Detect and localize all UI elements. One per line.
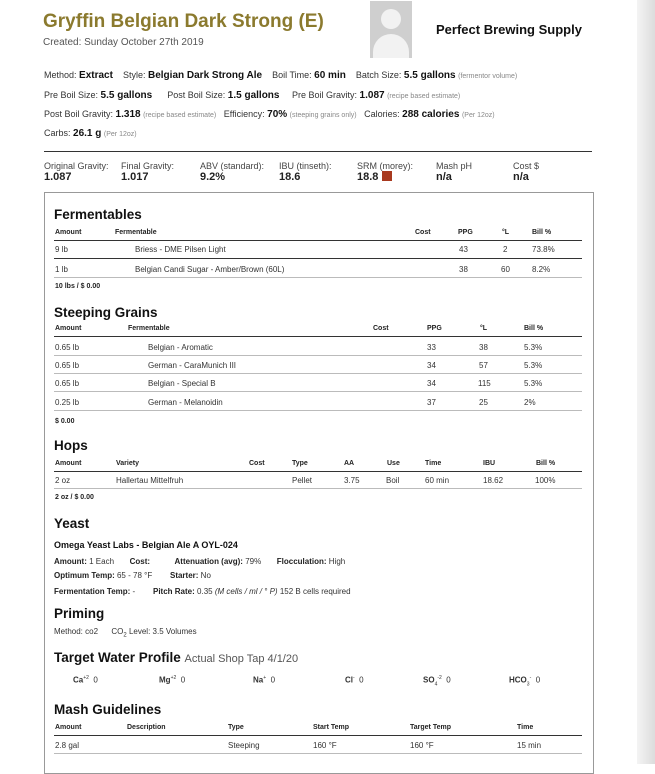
- priming-line: Method: co2 $CO_2$ Level: 3.5 Volumes: [54, 627, 197, 639]
- header-rule: [54, 336, 582, 337]
- mash-row-1-type: Steeping: [228, 741, 260, 750]
- hop-row-1-type: Pellet: [292, 476, 313, 485]
- col-variety: Variety: [116, 460, 139, 467]
- steep-row-4-lovibond: 25: [479, 398, 488, 407]
- col-target-temp: Target Temp: [410, 724, 451, 731]
- info-line-2: Pre Boil Size: 5.5 gallons Post Boil Size: 1.5 gallons Pre Boil Gravity: 1.087 (recipe based estimate): [44, 90, 461, 101]
- mash-row-1-time: 15 min: [517, 741, 542, 750]
- col-amount: Amount: [55, 724, 82, 731]
- ferm-row-2-bill: 8.2%: [532, 265, 551, 274]
- ferm-row-1-bill: 73.8%: [532, 245, 555, 254]
- srm-color-swatch: [382, 171, 392, 181]
- col-ibu: IBU: [483, 460, 496, 467]
- col-ppg: PPG: [427, 325, 442, 332]
- recipe-title: Gryffin Belgian Dark Strong (E): [43, 11, 324, 32]
- col-bill: Bill %: [532, 229, 552, 236]
- row-rule: [54, 355, 582, 356]
- col-start-temp: Start Temp: [313, 724, 350, 731]
- col-lovibond: °L: [502, 229, 510, 236]
- row-rule: [54, 488, 582, 489]
- water-chloride: Cl- 0: [345, 675, 364, 685]
- hop-row-1-use: Boil: [386, 476, 400, 485]
- steep-row-1-lovibond: 38: [479, 343, 488, 352]
- steep-row-2-name: German - CaraMunich III: [148, 361, 237, 370]
- col-aa: AA: [344, 460, 355, 467]
- col-bill: Bill %: [524, 325, 544, 332]
- yeast-name: Omega Yeast Labs - Belgian Ale A OYL-024: [54, 540, 238, 550]
- row-rule: [54, 373, 582, 374]
- yeast-line-1: Amount: 1 Each Cost: Attenuation (avg): 79% Flocculation: High: [54, 557, 346, 566]
- water-magnesium: $Mg^{+2}$ 0: [159, 675, 186, 685]
- ferm-row-1-name: Briess - DME Pilsen Light: [135, 245, 226, 254]
- steep-row-3-amount: 0.65 lb: [55, 379, 80, 388]
- col-type: Type: [292, 460, 308, 467]
- stat-ibu: IBU (tinseth): 18.6: [279, 161, 332, 183]
- steep-row-2-bill: 5.3%: [524, 361, 543, 370]
- stat-mash-ph: Mash pH n/a: [436, 161, 473, 183]
- section-hops-title: Hops: [54, 438, 88, 453]
- section-mash-title: Mash Guidelines: [54, 702, 162, 717]
- col-use: Use: [387, 460, 400, 467]
- steep-row-4-amount: 0.25 lb: [55, 398, 80, 407]
- steep-row-2-ppg: 34: [427, 361, 436, 370]
- row-rule: [54, 258, 582, 259]
- steep-row-1-amount: 0.65 lb: [55, 343, 80, 352]
- yeast-line-2: Optimum Temp: 65 - 78 °F Starter: No: [54, 571, 211, 580]
- hop-row-1-ibu: 18.62: [483, 476, 504, 485]
- row-rule: [54, 753, 582, 754]
- steep-row-3-lovibond: 115: [478, 379, 491, 388]
- stat-srm: SRM (morey): 18.8: [357, 161, 413, 183]
- ferm-row-2-amount: 1 lb: [55, 265, 68, 274]
- section-fermentables-title: Fermentables: [54, 207, 142, 222]
- ferm-row-1-lovibond: 2: [503, 245, 508, 254]
- steep-row-2-lovibond: 57: [479, 361, 488, 370]
- info-line-4: Carbs: 26.1 g (Per 12oz): [44, 128, 137, 139]
- hop-row-1-aa: 3.75: [344, 476, 360, 485]
- stat-fg: Final Gravity: 1.017: [121, 161, 175, 183]
- header-rule: [54, 735, 582, 736]
- col-fermentable: Fermentable: [115, 229, 157, 236]
- fermentables-total: 10 lbs / $ 0.00: [55, 283, 101, 290]
- row-rule: [54, 391, 582, 392]
- header-rule: [54, 240, 582, 241]
- info-line-3: Post Boil Gravity: 1.318 (recipe based estimate) Efficiency: 70% (steeping grains only) Calories: 288 calories (Per 12oz): [44, 109, 495, 120]
- hop-row-1-variety: Hallertau Mittelfruh: [116, 476, 184, 485]
- water-calcium: $Ca^{+2}$ 0: [73, 675, 98, 685]
- ferm-row-2-lovibond: 60: [501, 265, 510, 274]
- stat-og: Original Gravity: 1.087: [44, 161, 109, 183]
- section-priming-title: Priming: [54, 606, 105, 621]
- col-amount: Amount: [55, 460, 82, 467]
- steep-row-1-ppg: 33: [427, 343, 436, 352]
- ferm-row-1-amount: 9 lb: [55, 245, 68, 254]
- hop-row-1-bill: 100%: [535, 476, 556, 485]
- col-time: Time: [517, 724, 534, 731]
- divider: [44, 151, 592, 152]
- ferm-row-2-name: Belgian Candi Sugar - Amber/Brown (60L): [135, 265, 285, 274]
- col-cost: Cost: [373, 325, 389, 332]
- section-yeast-title: Yeast: [54, 516, 90, 531]
- steeping-total: $ 0.00: [55, 418, 75, 425]
- mash-row-1-amount: 2.8 gal: [55, 741, 80, 750]
- steep-row-3-name: Belgian - Special B: [148, 379, 216, 388]
- col-type: Type: [228, 724, 244, 731]
- steep-row-2-amount: 0.65 lb: [55, 361, 80, 370]
- info-line-1: Method: Extract Style: Belgian Dark Strong Ale Boil Time: 60 min Batch Size: 5.5 gallons (fermentor volume): [44, 70, 518, 81]
- steep-row-1-bill: 5.3%: [524, 343, 543, 352]
- water-sodium: Na+ 0: [253, 675, 276, 685]
- mash-row-1-target-temp: 160 °F: [410, 741, 434, 750]
- header-rule: [54, 471, 582, 472]
- steep-row-1-name: Belgian - Aromatic: [148, 343, 213, 352]
- avatar: [370, 1, 412, 58]
- shop-name: Perfect Brewing Supply: [436, 22, 582, 37]
- col-lovibond: °L: [480, 325, 488, 332]
- hop-row-1-time: 60 min: [425, 476, 450, 485]
- ferm-row-1-ppg: 43: [459, 245, 468, 254]
- hop-row-1-amount: 2 oz: [55, 476, 71, 485]
- steep-row-4-ppg: 37: [427, 398, 436, 407]
- col-amount: Amount: [55, 325, 82, 332]
- mash-row-1-start-temp: 160 °F: [313, 741, 337, 750]
- col-cost: Cost: [249, 460, 265, 467]
- section-steeping-title: Steeping Grains: [54, 305, 158, 320]
- hops-total: 2 oz / $ 0.00: [55, 494, 94, 501]
- col-time: Time: [425, 460, 442, 467]
- col-fermentable: Fermentable: [128, 325, 170, 332]
- col-ppg: PPG: [458, 229, 473, 236]
- created-date: Created: Sunday October 27th 2019: [43, 37, 204, 48]
- col-cost: Cost: [415, 229, 431, 236]
- water-sulfate: $SO_4^{-2}$ 0: [423, 675, 451, 688]
- col-amount: Amount: [55, 229, 82, 236]
- steep-row-3-ppg: 34: [427, 379, 436, 388]
- col-description: Description: [127, 724, 166, 731]
- steep-row-4-name: German - Melanoidin: [148, 398, 223, 407]
- col-bill: Bill %: [536, 460, 556, 467]
- row-rule: [54, 410, 582, 411]
- yeast-line-3: Fermentation Temp: - Pitch Rate: 0.35 (M cells / ml / ° P) 152 B cells required: [54, 587, 351, 596]
- stat-cost: Cost $ n/a: [513, 161, 540, 183]
- water-bicarbonate: $HCO_3^-$ 0: [509, 675, 541, 688]
- stat-abv: ABV (standard): 9.2%: [200, 161, 265, 183]
- page-edge-shadow: [637, 0, 655, 764]
- section-water-title: Target Water Profile Actual Shop Tap 4/1/20: [54, 650, 299, 665]
- ferm-row-2-ppg: 38: [459, 265, 468, 274]
- row-rule: [54, 277, 582, 278]
- steep-row-3-bill: 5.3%: [524, 379, 543, 388]
- steep-row-4-bill: 2%: [524, 398, 536, 407]
